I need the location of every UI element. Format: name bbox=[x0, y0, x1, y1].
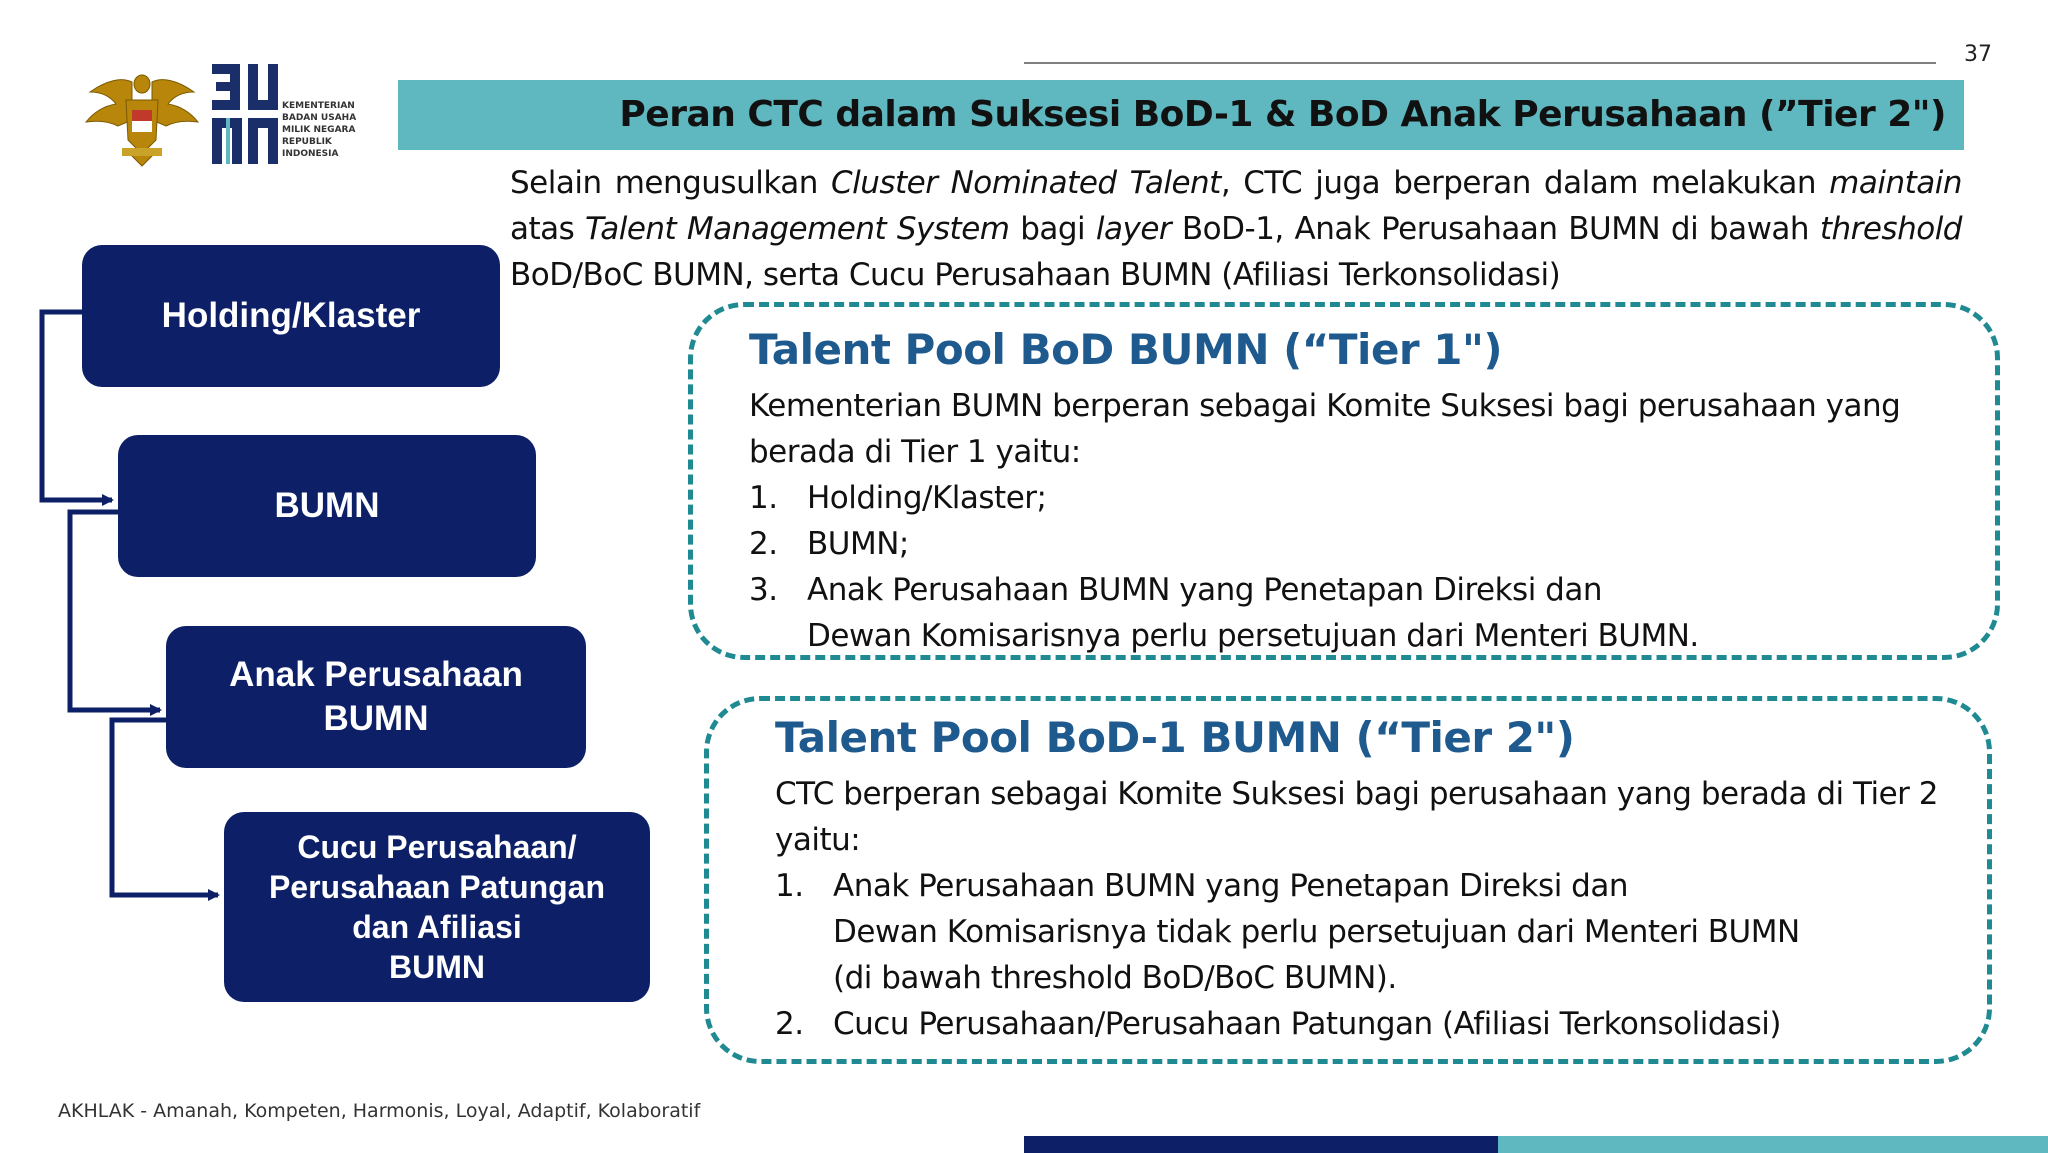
list-item-text: (di bawah threshold BoD/BoC BUMN). bbox=[833, 960, 1397, 996]
tier1-panel bbox=[688, 302, 2000, 660]
slide-title: Peran CTC dalam Suksesi BoD-1 & BoD Anak Perusahaan (”Tier 2") bbox=[619, 94, 1946, 135]
tier1-description: Kementerian BUMN berperan sebagai Komite Suksesi bagi perusahaan yang berada di Tier 1 yaitu: bbox=[749, 388, 1901, 470]
tier1-title: Talent Pool BoD BUMN (“Tier 1") bbox=[749, 325, 1503, 374]
list-item bbox=[775, 863, 1985, 1001]
footer-values-text: AKHLAK - Amanah, Kompeten, Harmonis, Loyal, Adaptif, Kolaboratif bbox=[58, 1100, 701, 1122]
logo-subtext-line: MILIK NEGARA bbox=[282, 125, 356, 135]
list-item-text: Dewan Komisarisnya tidak perlu persetujuan dari Menteri BUMN bbox=[833, 914, 1800, 950]
list-item-number: 2. bbox=[775, 1006, 804, 1042]
hierarchy-box-label: dan Afiliasi bbox=[352, 909, 522, 945]
intro-text-italic: threshold bbox=[1819, 211, 1962, 247]
hierarchy-box-label: BUMN bbox=[323, 699, 429, 738]
logo-subtext-line: INDONESIA bbox=[282, 149, 339, 159]
hierarchy-box-label: BUMN bbox=[389, 949, 485, 985]
hierarchy-box-label: Anak Perusahaan bbox=[229, 655, 523, 694]
hierarchy-box-bumn bbox=[118, 435, 536, 577]
intro-text: bagi bbox=[1009, 211, 1096, 247]
intro-text: BoD-1, Anak Perusahaan BUMN di bawah bbox=[1171, 211, 1820, 247]
logo-subtext-line: REPUBLIK bbox=[282, 137, 332, 147]
logo-subtext-line: BADAN USAHA bbox=[282, 113, 357, 123]
list-item bbox=[749, 567, 1979, 659]
footer-bar-teal bbox=[1498, 1136, 2048, 1153]
list-item bbox=[749, 475, 1979, 521]
intro-text: , CTC juga berperan dalam melakukan bbox=[1220, 165, 1830, 201]
list-item bbox=[775, 1001, 1985, 1047]
hierarchy-box-anak-perusahaan bbox=[166, 626, 586, 768]
list-item-text: Anak Perusahaan BUMN yang Penetapan Direksi dan bbox=[807, 572, 1602, 608]
list-item-number: 1. bbox=[775, 868, 804, 904]
intro-text-italic: layer bbox=[1095, 211, 1172, 247]
tier2-description: CTC berperan sebagai Komite Suksesi bagi perusahaan yang berada di Tier 2 yaitu: bbox=[775, 776, 1938, 858]
tier2-panel bbox=[704, 696, 1992, 1064]
list-item-number: 2. bbox=[749, 526, 778, 562]
list-item bbox=[749, 521, 1979, 567]
intro-text: Selain mengusulkan bbox=[510, 165, 831, 201]
logo-subtext-line: KEMENTERIAN bbox=[282, 101, 355, 111]
hierarchy-box-label: Perusahaan Patungan bbox=[268, 869, 606, 905]
tier2-list bbox=[775, 863, 1985, 1047]
page-number: 37 bbox=[1964, 42, 1992, 67]
list-item-text: Holding/Klaster; bbox=[807, 480, 1047, 516]
intro-text-italic: Cluster Nominated Talent bbox=[830, 165, 1221, 201]
list-item-number: 1. bbox=[749, 480, 778, 516]
list-item-text: Anak Perusahaan BUMN yang Penetapan Direksi dan bbox=[833, 868, 1628, 904]
footer-bar-navy bbox=[1024, 1136, 1498, 1153]
intro-text: BoD/BoC BUMN, serta Cucu Perusahaan BUMN (Afiliasi Terkonsolidasi) bbox=[510, 257, 1561, 293]
list-item-text: Dewan Komisarisnya perlu persetujuan dari Menteri BUMN. bbox=[807, 618, 1699, 654]
list-item-text: Cucu Perusahaan/Perusahaan Patungan (Afiliasi Terkonsolidasi) bbox=[833, 1006, 1781, 1042]
tier2-title: Talent Pool BoD-1 BUMN (“Tier 2") bbox=[775, 713, 1575, 762]
tier1-list bbox=[749, 475, 1979, 659]
hierarchy-box-holding bbox=[82, 245, 500, 387]
hierarchy-box-label: BUMN bbox=[274, 486, 380, 525]
hierarchy-box-label: Cucu Perusahaan/ bbox=[297, 829, 577, 865]
list-item-text: BUMN; bbox=[807, 526, 909, 562]
intro-text-italic: Talent Management System bbox=[585, 211, 1010, 247]
hierarchy-box-label: Holding/Klaster bbox=[161, 296, 421, 335]
intro-text: atas bbox=[510, 211, 586, 247]
hierarchy-box-cucu-perusahaan bbox=[224, 812, 650, 1002]
intro-text-italic: maintain bbox=[1829, 165, 1963, 201]
list-item-number: 3. bbox=[749, 572, 778, 608]
